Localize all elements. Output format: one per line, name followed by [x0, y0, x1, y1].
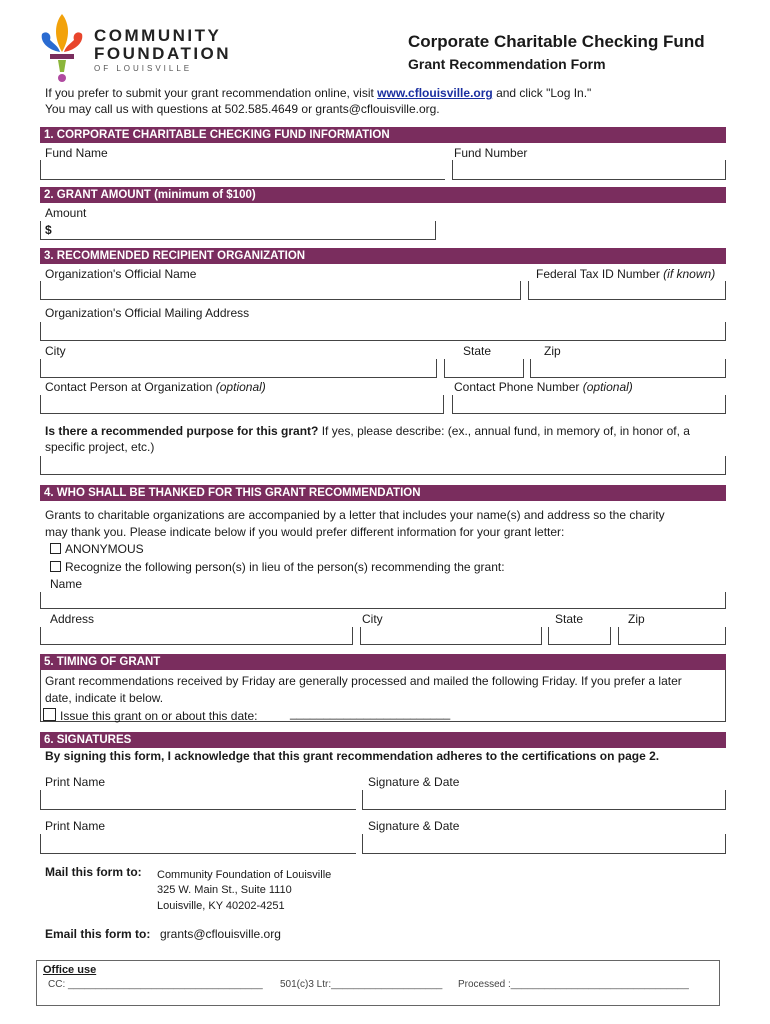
- signature-field-2[interactable]: [362, 834, 726, 854]
- thank-zip-label: Zip: [628, 612, 645, 626]
- org-name-field[interactable]: [40, 281, 521, 300]
- website-link[interactable]: www.cflouisville.org: [377, 86, 493, 100]
- logo-line1: COMMUNITY: [94, 26, 222, 45]
- signature-field-1[interactable]: [362, 790, 726, 810]
- fleur-de-lis-icon: [36, 12, 88, 84]
- tax-id-label: Federal Tax ID Number (if known): [536, 267, 716, 281]
- amount-field[interactable]: [40, 221, 436, 240]
- intro-line1: If you prefer to submit your grant recommendation online, visit www.cflouisville.org and click "Log In.": [45, 86, 592, 100]
- tax-id-field[interactable]: [528, 281, 726, 300]
- purpose-question-line2: specific project, etc.): [45, 440, 155, 454]
- mailing-address-field[interactable]: [40, 322, 726, 341]
- print-name-field-2[interactable]: [40, 834, 356, 854]
- email-label: Email this form to:: [45, 927, 151, 941]
- thanks-text-line1: Grants to charitable organizations are accompanied by a letter that includes your name(s) and address so the charity: [45, 508, 665, 522]
- thank-name-label: Name: [50, 577, 83, 591]
- zip-label: Zip: [544, 344, 561, 358]
- signature-label-2: Signature & Date: [368, 819, 460, 833]
- section2-header: 2. GRANT AMOUNT (minimum of $100): [40, 187, 726, 203]
- state-label: State: [463, 344, 492, 358]
- mail-address-line1: Community Foundation of Louisville: [157, 869, 332, 881]
- print-name-label-2: Print Name: [45, 819, 106, 833]
- thank-address-field[interactable]: [40, 627, 353, 645]
- contact-person-label: Contact Person at Organization (optional): [45, 380, 266, 394]
- issue-date-checkbox[interactable]: [43, 708, 56, 721]
- form-title: Corporate Charitable Checking Fund: [408, 32, 705, 51]
- issue-date-option[interactable]: Issue this grant on or about this date:: [43, 708, 257, 723]
- recognize-checkbox[interactable]: [50, 561, 61, 572]
- fund-number-field[interactable]: [452, 160, 726, 180]
- contact-phone-field[interactable]: [452, 395, 726, 414]
- print-name-field-1[interactable]: [40, 790, 356, 810]
- zip-field[interactable]: [530, 359, 726, 378]
- purpose-field[interactable]: [40, 456, 726, 475]
- dollar-sign: $: [45, 223, 52, 237]
- section5-header: 5. TIMING OF GRANT: [40, 654, 726, 670]
- city-field[interactable]: [40, 359, 437, 378]
- logo-line2: FOUNDATION: [94, 44, 232, 63]
- fund-name-field[interactable]: [40, 160, 445, 180]
- section1-header: 1. CORPORATE CHARITABLE CHECKING FUND INFORMATION: [40, 127, 726, 143]
- signature-label-1: Signature & Date: [368, 775, 460, 789]
- amount-label: Amount: [45, 206, 87, 220]
- office-ltr: 501(c)3 Ltr:____________________: [280, 979, 443, 990]
- thank-city-label: City: [362, 612, 383, 626]
- timing-text-line2: date, indicate it below.: [45, 691, 164, 705]
- office-use-title: Office use: [43, 964, 97, 976]
- city-label: City: [45, 344, 66, 358]
- state-field[interactable]: [444, 359, 524, 378]
- section6-header: 6. SIGNATURES: [40, 732, 726, 748]
- anonymous-option[interactable]: ANONYMOUS: [50, 542, 144, 556]
- thanks-text-line2: may thank you. Please indicate below if you would prefer different information for your grant letter:: [45, 525, 565, 539]
- office-processed: Processed :________________________________: [458, 979, 689, 990]
- contact-person-field[interactable]: [40, 395, 444, 414]
- org-name-label: Organization's Official Name: [45, 267, 197, 281]
- thank-zip-field[interactable]: [618, 627, 726, 645]
- form-subtitle: Grant Recommendation Form: [408, 56, 606, 72]
- office-cc: CC: ___________________________________: [48, 979, 263, 990]
- thank-state-field[interactable]: [548, 627, 611, 645]
- mailing-address-label: Organization's Official Mailing Address: [45, 306, 250, 320]
- fund-number-label: Fund Number: [454, 146, 528, 160]
- recognize-option[interactable]: Recognize the following person(s) in lieu of the person(s) recommending the grant:: [50, 560, 505, 574]
- thank-state-label: State: [555, 612, 584, 626]
- logo-line3: OF LOUISVILLE: [94, 64, 193, 73]
- issue-date-field[interactable]: ________________________: [290, 706, 451, 720]
- intro-line2: You may call us with questions at 502.585.4649 or grants@cflouisville.org.: [45, 102, 440, 116]
- anonymous-checkbox[interactable]: [50, 543, 61, 554]
- acknowledge-text: By signing this form, I acknowledge that this grant recommendation adheres to the certifications on page 2.: [45, 749, 660, 763]
- logo: [36, 12, 236, 84]
- purpose-question: Is there a recommended purpose for this grant? If yes, please describe: (ex., annual fund, in memory of, in honor of, a: [45, 424, 690, 438]
- section4-header: 4. WHO SHALL BE THANKED FOR THIS GRANT RECOMMENDATION: [40, 485, 726, 501]
- timing-text-line1: Grant recommendations received by Friday are generally processed and mailed the following Friday. If you prefer a later: [45, 674, 682, 688]
- mail-label: Mail this form to:: [45, 865, 142, 879]
- section3-header: 3. RECOMMENDED RECIPIENT ORGANIZATION: [40, 248, 726, 264]
- contact-phone-label: Contact Phone Number (optional): [454, 380, 633, 394]
- thank-address-label: Address: [50, 612, 95, 626]
- mail-address-line2: 325 W. Main St., Suite 1110: [157, 884, 292, 896]
- mail-address-line3: Louisville, KY 40202-4251: [157, 900, 285, 912]
- print-name-label-1: Print Name: [45, 775, 106, 789]
- thank-name-field[interactable]: [40, 592, 726, 609]
- thank-city-field[interactable]: [360, 627, 542, 645]
- fund-name-label: Fund Name: [45, 146, 108, 160]
- email-address[interactable]: grants@cflouisville.org: [160, 927, 281, 941]
